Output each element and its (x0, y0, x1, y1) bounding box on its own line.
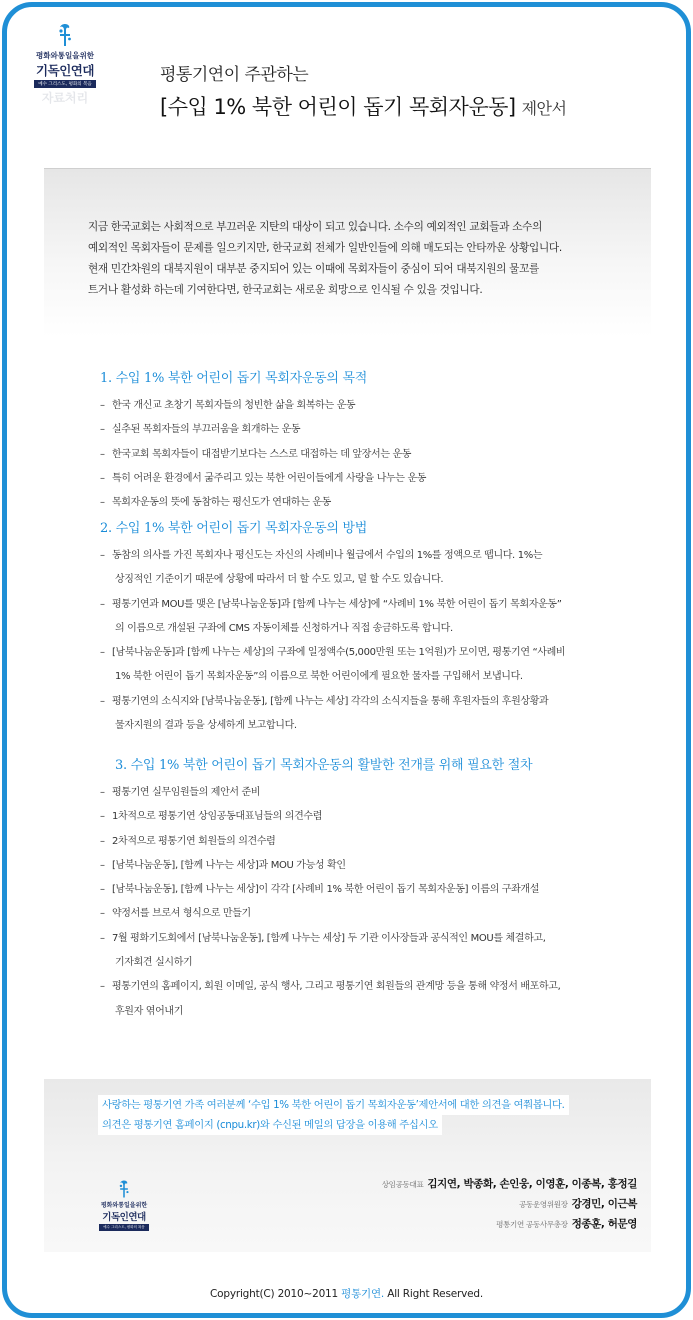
signatory-role: 상임공동대표 (381, 1180, 424, 1189)
list-item-continuation: 물자지원의 결과 등을 상세하게 보고합니다. (115, 720, 297, 732)
closing-band (44, 1079, 651, 1252)
intro-line: 예외적인 목회자들이 문제를 일으키지만, 한국교회 전체가 일반인들에 의해 매도되는 안타까운 상황입니다. (88, 242, 562, 254)
section-purpose (100, 367, 640, 515)
logo-text-line2: 기독인연대 (36, 63, 94, 78)
list-item: – [남북나눔운동], [함께 나누는 세상]이 각각 [사례비 1% 북한 어린이 돕기 목회자운동] 이름의 구좌개설 (100, 884, 540, 896)
list-item: – 7월 평화기도회에서 [남북나눔운동], [함께 나누는 세상] 두 기관 이사장들과 공식적인 MOU를 체결하고, (100, 932, 546, 944)
logo-ghost-text: 자료처리 (41, 91, 89, 105)
intro-band (44, 169, 651, 337)
list-item: – 평통기연과 MOU를 맺은 [남북나눔운동]과 [함께 나누는 세상]에 “사례비 1% 북한 어린이 돕기 목회자운동” (100, 598, 562, 610)
title-main-text: [수입 1% 북한 어린이 돕기 목회자운동] (160, 95, 516, 119)
logo-text-line1: 평화와통일을위한 (36, 51, 94, 60)
list-item: – 특히 어려운 환경에서 굶주리고 있는 북한 어린이들에게 사랑을 나누는 운동 (100, 472, 427, 484)
section-list (100, 544, 640, 738)
signatory-role: 공동운영위원장 (519, 1200, 568, 1209)
notice-line: 사랑하는 평통기연 가족 여러분께 ‘수입 1% 북한 어린이 돕기 목회자운동’제안서에 대한 의견을 여쭤봅니다. (98, 1095, 569, 1115)
list-item: – 1차적으로 평통기연 상임공동대표님들의 의견수렴 (100, 811, 323, 823)
copyright-prefix: Copyright(C) 2010~2011 (210, 1288, 339, 1300)
signatory-names: 김지연, 박종화, 손인웅, 이영훈, 이종복, 홍정길 (427, 1178, 637, 1190)
logo-text-line1: 평화와통일을위한 (100, 1202, 148, 1209)
intro-line: 트거나 활성화 하는데 기여한다면, 한국교회는 새로운 희망으로 인식될 수 있을 것입니다. (88, 284, 483, 296)
copyright-suffix: All Right Reserved. (387, 1288, 483, 1300)
title-subtitle: 평통기연이 주관하는 (160, 65, 309, 85)
list-item: – 한국교회 목회자들이 대접받기보다는 스스로 대접하는 데 앞장서는 운동 (100, 448, 412, 460)
signatory-row (382, 1172, 637, 1192)
list-item-continuation: 의 이름으로 개설된 구좌에 CMS 자동이체를 신청하거나 직접 송금하도록 합니다. (115, 622, 453, 634)
intro-line: 지금 한국교회는 사회적으로 부끄러운 지탄의 대상이 되고 있습니다. 소수의 예외적인 교회들과 소수의 (88, 221, 543, 233)
list-item: – 실추된 목회자들의 부끄러움을 회개하는 운동 (100, 424, 301, 436)
list-item: – 한국 개신교 초창기 목회자들의 청빈한 삶을 회복하는 운동 (100, 400, 356, 411)
logo-text-line2: 기독인연대 (102, 1212, 146, 1223)
copyright-brand: 평통기연. (341, 1288, 385, 1300)
list-item: – [남북나눔운동], [함께 나누는 세상]과 MOU 가능성 확인 (100, 859, 346, 871)
section-method (100, 517, 640, 738)
notice-line: 의견은 평통기연 홈페이지 (cnpu.kr)와 수신된 메일의 답장을 이용해 주십시오 (98, 1115, 442, 1135)
logo-tagline: 예수 그리스도, 평화의 복음 (99, 1224, 149, 1231)
title-suffix: 제안서 (521, 99, 567, 118)
title-main (160, 91, 566, 121)
list-item: – 2차적으로 평통기연 회원들의 의견수렴 (100, 835, 276, 847)
organization-logo-small (96, 1179, 152, 1231)
signatory-row (382, 1212, 637, 1232)
intro-line: 현재 민간차원의 대북지원이 대부분 중지되어 있는 이때에 목회자들이 중심이 되어 대북지원의 물꼬를 (88, 263, 539, 275)
section-list (100, 394, 640, 515)
signatories (382, 1172, 637, 1232)
copyright (0, 1286, 693, 1301)
section-heading: 2. 수입 1% 북한 어린이 돕기 목회자운동의 방법 (100, 521, 368, 536)
list-item: – 평통기연 실무임원들의 제안서 준비 (100, 787, 261, 798)
section-heading: 1. 수입 1% 북한 어린이 돕기 목회자운동의 목적 (100, 371, 368, 386)
list-item: – 목회자운동의 뜻에 동참하는 평신도가 연대하는 운동 (100, 497, 331, 509)
dove-cross-icon (115, 1179, 133, 1199)
organization-logo (30, 22, 100, 110)
list-item: – 동참의 의사를 가진 목회자나 평신도는 자신의 사례비나 월급에서 수입의 1%를 정액으로 뗍니다. 1%는 (100, 550, 543, 561)
signatory-row (382, 1192, 637, 1212)
list-item-continuation: 후원자 엮어내기 (115, 1005, 183, 1017)
section-list (100, 781, 640, 1024)
intro-paragraph (88, 217, 628, 301)
list-item-continuation: 상징적인 기준이기 때문에 상황에 따라서 더 할 수도 있고, 덜 할 수도 있습니다. (115, 574, 444, 586)
signatory-names: 강경민, 이근복 (571, 1198, 637, 1210)
signatory-names: 정종훈, 허문영 (571, 1218, 637, 1230)
signatory-role: 평통기연 공동사무총장 (496, 1220, 568, 1229)
list-item: – [남북나눔운동]과 [함께 나누는 세상]의 구좌에 일정액수(5,000만원 또는 1억원)가 모이면, 평통기연 “사례비 (100, 647, 566, 659)
dove-cross-icon (54, 22, 76, 48)
list-item-continuation: 1% 북한 어린이 돕기 목회자운동”의 이름으로 북한 어린이에게 필요한 물자를 구입해서 보냅니다. (115, 671, 523, 683)
document-title (160, 60, 566, 121)
logo-tagline: 예수 그리스도, 평화의 복음 (34, 80, 96, 88)
content-box (44, 168, 651, 1251)
list-item-continuation: 기자회견 실시하기 (115, 957, 193, 969)
list-item: – 평통기연의 홈페이지, 회원 이메일, 공식 행사, 그리고 평통기연 회원들의 관계망 등을 통해 약정서 배포하고, (100, 981, 561, 993)
list-item: – 평통기연의 소식지와 [남북나눔운동], [함께 나누는 세상] 각각의 소식지들을 통해 후원자들의 후원상황과 (100, 695, 549, 707)
section-heading: 3. 수입 1% 북한 어린이 돕기 목회자운동의 활발한 전개를 위해 필요한 절차 (115, 758, 533, 773)
section-procedure (100, 754, 640, 1024)
list-item: – 약정서를 브로셔 형식으로 만들기 (100, 908, 251, 920)
feedback-notice (98, 1095, 569, 1135)
